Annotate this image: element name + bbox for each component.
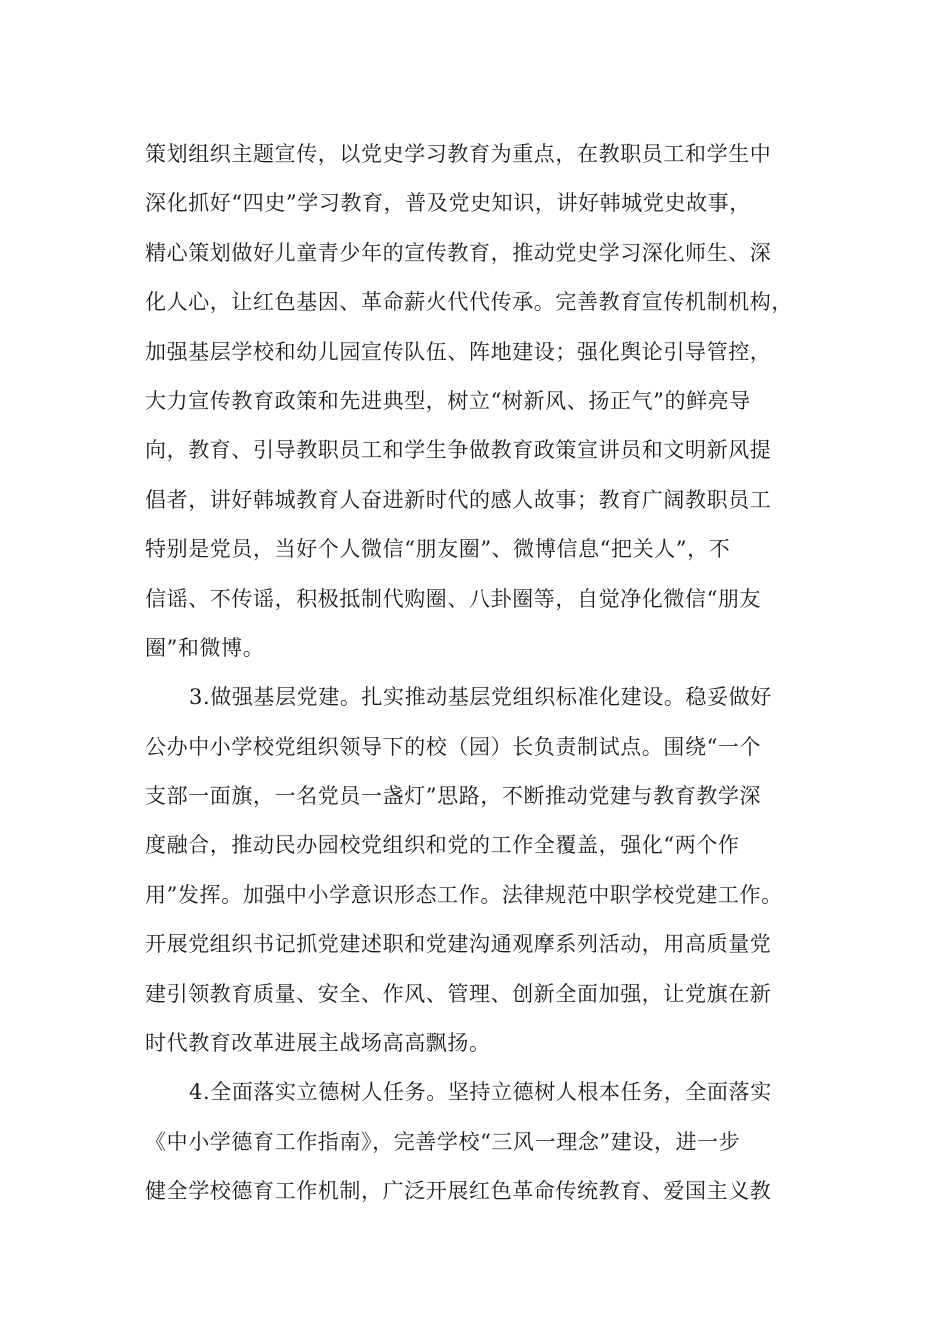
body-text bbox=[145, 130, 825, 1217]
text-line: 策划组织主题宣传，以党史学习教育为重点，在教职员工和学生中 bbox=[145, 142, 772, 166]
text-line: 建引领教育质量、安全、作风、管理、创新全面加强，让党旗在新 bbox=[145, 981, 772, 1006]
text-line: 公办中小学校党组织领导下的校（园）长负责制试点。围绕“一个 bbox=[145, 734, 762, 759]
text-line: 精心策划做好儿童青少年的宣传教育，推动党史学习深化师生、深 bbox=[145, 240, 772, 265]
text-line: 《中小学德育工作指南》，完善学校“三风一理念”建设，进一步 bbox=[145, 1129, 741, 1154]
text-line: 化人心，让红色基因、革命薪火代代传承。完善教育宣传机制机构， bbox=[145, 290, 793, 315]
text-line: 度融合，推动民办园校党组织和党的工作全覆盖，强化“两个作 bbox=[145, 833, 740, 858]
text-line: 开展党组织书记抓党建述职和党建沟通观摩系列活动，用高质量党 bbox=[145, 932, 772, 957]
text-line: 向，教育、引导教职员工和学生争做教育政策宣讲员和文明新风提 bbox=[145, 438, 772, 463]
text-line: 用”发挥。加强中小学意识形态工作。法律规范中职学校党建工作。 bbox=[145, 882, 783, 907]
text-line: 深化抓好“四史”学习教育，普及党史知识，讲好韩城党史故事， bbox=[145, 191, 751, 216]
text-line: 圈”和微博。 bbox=[145, 635, 265, 660]
paragraph-3-start: 3.做强基层党建。扎实推动基层党组织标准化建设。稳妥做好 bbox=[189, 685, 772, 710]
text-line: 时代教育改革进展主战场高高飘扬。 bbox=[145, 1031, 491, 1056]
text-line: 支部一面旗，一名党员一盏灯”思路，不断推动党建与教育教学深 bbox=[145, 784, 762, 809]
text-line: 倡者，讲好韩城教育人奋进新时代的感人故事；教育广阔教职员工 bbox=[145, 487, 772, 512]
text-line: 特别是党员，当好个人微信“朋友圈”、微博信息“把关人”，不 bbox=[145, 537, 731, 562]
paragraph-4-start: 4.全面落实立德树人任务。坚持立德树人根本任务，全面落实 bbox=[189, 1080, 772, 1105]
text-line: 大力宣传教育政策和先进典型，树立“树新风、扬正气”的鲜亮导 bbox=[145, 388, 751, 413]
text-line: 信谣、不传谣，积极抵制代购圈、八卦圈等，自觉净化微信“朋友 bbox=[145, 586, 762, 611]
text-line: 健全学校德育工作机制，广泛开展红色革命传统教育、爱国主义教 bbox=[145, 1179, 772, 1204]
text-line: 加强基层学校和幼儿园宣传队伍、阵地建设；强化舆论引导管控， bbox=[145, 339, 772, 364]
